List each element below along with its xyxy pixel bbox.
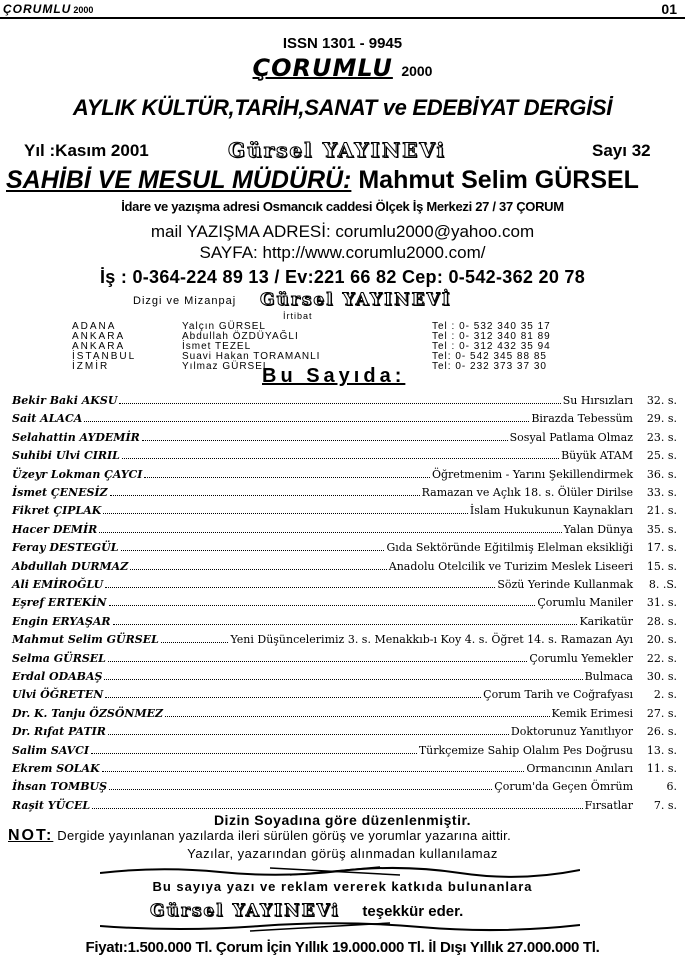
contents-title-entry: Çorum Tarih ve Coğrafyası (483, 688, 633, 702)
contents-page: 22. s. (646, 651, 677, 665)
contents-author: Salim SAVCI (12, 743, 90, 757)
contents-author: Fikret ÇIPLAK (12, 504, 102, 518)
contents-row (12, 777, 677, 793)
contents-title-entry: Su Hırsızları (562, 394, 633, 407)
contact-city: ANKARA (72, 331, 126, 342)
contents-author: Abdullah DURMAZ (12, 559, 129, 573)
contents-leader (109, 789, 492, 790)
contact-row (72, 352, 632, 362)
contents-leader (161, 642, 229, 643)
contents-title-entry: Anadolu Otelcilik ve Turizim Meslek Liseeri (388, 559, 633, 573)
contents-author: Raşit YÜCEL (12, 798, 91, 812)
contents-author: Suhibi Ulvi CIRIL (12, 449, 120, 463)
contact-tel: Tel : 0- 532 340 35 17 (432, 321, 551, 332)
contents-page: 6. (666, 780, 677, 794)
contents-author: Engin ERYAŞAR (12, 614, 111, 628)
contact-label: İrtibat (283, 311, 313, 321)
issue-number: Sayı 32 (592, 141, 651, 160)
contents-author: Selahattin AYDEMİR (12, 430, 140, 444)
layout-publisher-logo: Gürsel YAYINEVİ (260, 290, 452, 310)
contents-title-entry: Sosyal Patlama Olmaz (509, 430, 633, 444)
contents-leader (108, 661, 527, 662)
contents-title-entry: Kemik Erimesi (551, 706, 633, 720)
contact-city: ANKARA (72, 341, 126, 352)
contact-tel: Tel: 0- 542 345 88 85 (432, 351, 547, 362)
contents-author: Ali EMİROĞLU (12, 578, 104, 591)
contact-row (72, 342, 632, 352)
contents-row (12, 575, 677, 591)
thanks-end: teşekkür eder. (362, 903, 464, 920)
contents-leader (105, 587, 495, 588)
contents-title-entry: Büyük ATAM (561, 449, 633, 463)
contents-row (12, 538, 677, 554)
contents-row (12, 649, 677, 665)
contents-title-entry: Birazda Tebessüm (531, 412, 633, 426)
contact-name: Yalçın GÜRSEL (182, 321, 266, 332)
contents-row (12, 428, 677, 444)
contact-tel: Tel: 0- 232 373 37 30 (432, 361, 547, 372)
contents-leader (121, 550, 385, 551)
contents-leader (99, 532, 561, 533)
contents-page: 33. s. (646, 486, 677, 499)
contents-leader (84, 421, 529, 422)
contents-row (12, 465, 677, 481)
contents-row (12, 741, 677, 757)
contents-leader (130, 569, 387, 570)
contents-page: 11. s. (646, 762, 677, 775)
sort-note: Dizin Soyadına göre düzenlenmiştir. (213, 812, 472, 828)
contents-row (12, 391, 677, 407)
contents-row (12, 501, 677, 517)
contents-page: 20. s. (646, 633, 677, 647)
contents-page: 27. s. (646, 706, 677, 720)
contents-row (12, 722, 677, 738)
contents-page: 7. s. (653, 798, 677, 812)
contents-leader (102, 771, 525, 772)
contents-page: 36. s. (646, 467, 677, 481)
contents-leader (92, 808, 583, 809)
contents-title-entry: Yalan Dünya (563, 522, 633, 536)
masthead-logo (0, 54, 685, 82)
contents-page: 15. s. (646, 559, 677, 573)
contact-name: Abdullah ÖZDÜYAĞLI (182, 331, 299, 342)
contents-page: 32. s. (646, 394, 677, 407)
contents-page: 28. s. (646, 614, 677, 628)
contents-page: 30. s. (646, 670, 677, 683)
contents-title-entry: Fırsatlar (584, 798, 633, 812)
contents-row (12, 593, 677, 609)
disclaimer-line (8, 827, 511, 845)
contents-page: 31. s. (646, 596, 677, 610)
contents-row (12, 409, 677, 425)
contents-author: Ekrem SOLAK (12, 762, 100, 775)
contents-row (12, 759, 677, 775)
contents-author: Ulvi ÖĞRETEN (12, 688, 104, 702)
contents-title: Bu Sayıda: (262, 365, 406, 387)
contents-leader (109, 605, 536, 606)
contents-title-entry: Çorumlu Maniler (537, 596, 633, 610)
contents-leader (122, 458, 559, 459)
thanks-publisher-logo: Gürsel YAYINEVi (150, 901, 340, 921)
contact-city: İZMİR (72, 361, 110, 372)
contents-author: Sait ALACA (12, 412, 83, 426)
contents-title-entry: Öğretmenim - Yarını Şekillendirmek (431, 467, 633, 481)
contents-leader (104, 679, 582, 680)
contents-leader (91, 753, 417, 754)
contents-row (12, 704, 677, 720)
contents-row (12, 446, 677, 462)
contents-page: 29. s. (646, 412, 677, 426)
contents-title-entry: Bulmaca (584, 670, 633, 683)
contents-row (12, 796, 677, 812)
contents-page: 35. s. (646, 522, 677, 536)
contents-page: 2. s. (653, 688, 677, 702)
contents-row (12, 685, 677, 701)
contents-author: Erdal ODABAŞ (12, 670, 103, 683)
contents-row (12, 667, 677, 683)
contents-author: İsmet ÇENESİZ (12, 486, 108, 499)
publisher-logo: Gürsel YAYINEVi (228, 138, 447, 162)
contents-title-entry: Yeni Düşüncelerimiz 3. s. Menakkıb-ı Koy 4. s. Öğret 14. s. Ramazan Ayı (230, 633, 633, 647)
contents-author: Feray DESTEGÜL (12, 541, 119, 555)
issn: ISSN 1301 - 9945 (282, 35, 403, 52)
contents-row (12, 520, 677, 536)
decorative-divider (100, 864, 580, 878)
page-number: 01 (661, 1, 677, 17)
contact-name: İsmet TEZEL (182, 341, 252, 352)
contents-page: 17. s. (646, 541, 677, 555)
contents-author: İhsan TOMBUŞ (12, 780, 108, 794)
contents-author: Eşref ERTEKİN (12, 596, 107, 610)
contents-author: Dr. K. Tanju ÖZSÖNMEZ (12, 706, 164, 720)
contents-title-entry: Türkçemize Sahip Olalım Pes Doğrusu (418, 743, 633, 757)
contents-page: 23. s. (646, 430, 677, 444)
magazine-subtitle: AYLIK KÜLTÜR,TARİH,SANAT ve EDEBİYAT DERGİSİ (72, 95, 613, 120)
contact-city: İSTANBUL (72, 351, 137, 362)
contents-title-entry: Karikatür (579, 614, 633, 628)
contents-page: 13. s. (646, 743, 677, 757)
contents-author: Hacer DEMİR (12, 522, 98, 536)
contents-author: Mahmut Selim GÜRSEL (12, 633, 159, 647)
contents-author: Üzeyr Lokman ÇAYCI (12, 467, 143, 481)
contents-page: 8. .S. (648, 578, 677, 591)
contact-tel: Tel : 0- 312 432 35 94 (432, 341, 551, 352)
note-text-2: Yazılar, yazarından görüş alınmadan kullanılamaz (187, 846, 498, 861)
contents-row (12, 483, 677, 499)
contents-page: 25. s. (646, 449, 677, 463)
contents-row (12, 612, 677, 628)
contents-title-entry: Çorum'da Geçen Ömrüm (494, 780, 633, 794)
owner-label: SAHİBİ VE MESUL MÜDÜRÜ: (6, 166, 352, 194)
website: SAYFA: http://www.corumlu2000.com/ (199, 243, 486, 262)
contents-leader (144, 477, 429, 478)
contact-name: Yılmaz GÜRSEL (182, 361, 270, 372)
contents-title-entry: Çorumlu Yemekler (529, 651, 633, 665)
contents-leader (103, 513, 468, 514)
contents-title-entry: Gıda Sektöründe Eğitilmiş Elelman eksikliği (386, 541, 633, 555)
header-brand (3, 2, 93, 16)
thanks-publisher-line (150, 901, 463, 921)
layout-credit-label: Dizgi ve Mizanpaj (133, 295, 237, 307)
header-divider (0, 17, 685, 19)
contact-city: ADANA (72, 321, 117, 332)
mail-address: mail YAZIŞMA ADRESİ: corumlu2000@yahoo.com (150, 222, 535, 241)
price-line: Fiyatı:1.500.000 Tl. Çorum İçin Yıllık 19.000.000 Tl. İl Dışı Yıllık 27.000.000 Tl. (85, 939, 600, 956)
contents-row (12, 630, 677, 646)
decorative-divider (100, 920, 580, 934)
contents-page: 21. s. (646, 504, 677, 518)
contents-leader (113, 624, 578, 625)
contents-leader (108, 734, 509, 735)
contents-title-entry: Doktorunuz Yanıtlıyor (510, 725, 633, 739)
contents-author: Dr. Rıfat PATIR (12, 725, 106, 739)
contents-page: 26. s. (646, 725, 677, 739)
contents-leader (110, 495, 420, 496)
contents-author: Selma GÜRSEL (12, 651, 106, 665)
logo-year: 2000 (401, 63, 433, 79)
contents-row (12, 557, 677, 573)
logo-text: ÇORUMLU (252, 54, 393, 82)
note-text: Dergide yayınlanan yazılarda ileri sürülen görüş ve yorumlar yazarına aittir. (57, 828, 511, 843)
contact-tel: Tel : 0- 312 340 81 89 (432, 331, 551, 342)
thanks-line: Bu sayıya yazı ve reklam vererek katkıda bulunanlara (152, 879, 533, 894)
header-brand-year: 2000 (73, 5, 94, 15)
header-brand-text: ÇORUMLU (3, 2, 72, 16)
contents-leader (142, 440, 508, 441)
contents-leader (119, 403, 560, 404)
contents-author: Bekir Baki AKSU (12, 394, 118, 407)
issue-date: Yıl :Kasım 2001 (24, 141, 149, 160)
postal-address: İdare ve yazışma adresi Osmancık caddesi Ölçek İş Merkezi 27 / 37 ÇORUM (121, 199, 564, 214)
contents-title-entry: Sözü Yerinde Kullanmak (497, 578, 633, 591)
phone-numbers: İş : 0-364-224 89 13 / Ev:221 66 82 Cep: 0-542-362 20 78 (99, 267, 586, 287)
contact-name: Suavi Hakan TORAMANLI (182, 351, 321, 362)
owner-line (6, 166, 639, 195)
contents-leader (105, 697, 481, 698)
contents-title-entry: İslam Hukukunun Kaynakları (469, 504, 633, 518)
contents-title-entry: Ramazan ve Açlık 18. s. Ölüler Dirilse (421, 486, 633, 499)
contents-leader (165, 716, 549, 717)
contents-title-entry: Ormancının Anıları (526, 762, 633, 775)
owner-name: Mahmut Selim GÜRSEL (358, 166, 639, 194)
note-label: NOT: (8, 827, 54, 844)
